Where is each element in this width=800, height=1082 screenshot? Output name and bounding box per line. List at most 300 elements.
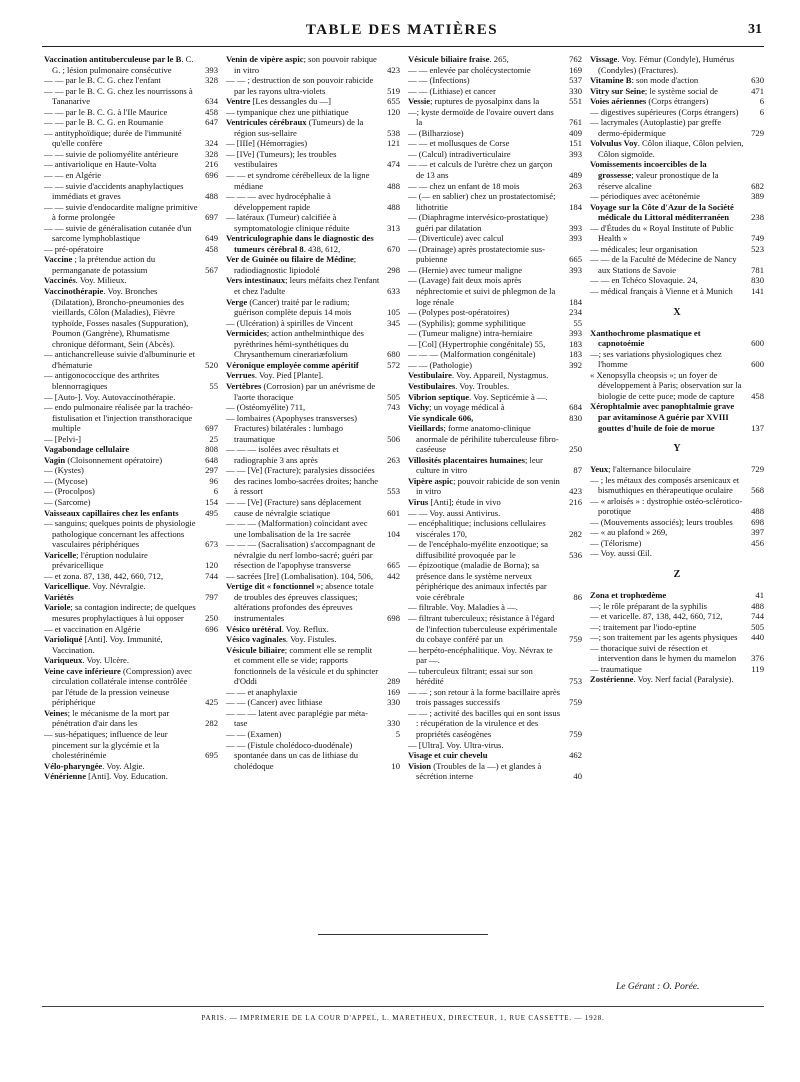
index-entry	[226, 96, 400, 107]
index-entry	[408, 107, 582, 128]
index-entry	[590, 254, 764, 275]
entry-text: — — ; son retour à la forme bacillaire après trois passages successifs	[408, 686, 561, 708]
page-reference: 649	[205, 233, 218, 244]
page-reference: 6	[759, 106, 764, 117]
index-entry	[590, 138, 764, 159]
entry-text	[590, 401, 734, 432]
index-entry	[408, 402, 582, 413]
index-entry	[226, 254, 400, 275]
entry-text: — antigonococcique des arthrites blennorragiques	[44, 370, 160, 391]
entry-text: — endo pulmonaire réalisée par la trachéo-fistulisation et l'injection transthoracique multiple	[44, 402, 193, 434]
entry-headword: Vaccine	[44, 254, 75, 265]
index-entry	[408, 318, 582, 329]
entry-text: Vertèbres (Corrosion) par un anévrisme de l'aorte thoracique	[226, 380, 376, 402]
entry-headword: Vaisseaux capillaires chez les enfants	[44, 507, 179, 518]
entry-text: — (Kystes)	[44, 465, 84, 476]
index-entry	[44, 486, 218, 497]
index-entry	[408, 413, 582, 424]
entry-text: — (Diaphragme intervésico-prostatique) guéri par dilatation	[408, 212, 548, 233]
index-entry	[44, 729, 218, 761]
index-entry	[226, 634, 400, 645]
index-entry	[226, 581, 400, 623]
entry-text: Yeux; l'alternance biloculaire	[590, 464, 691, 475]
index-entry	[408, 370, 582, 381]
index-entry	[44, 666, 218, 708]
entry-text: — (Diverticule) avec calcul	[408, 233, 504, 244]
entry-text: — — [Ve] (Fracture) sans déplacement cause de névralgie sciatique	[226, 496, 362, 518]
page-reference: 458	[205, 106, 218, 117]
page-reference: 6	[213, 486, 218, 497]
entry-text: Vers intestinaux; leurs méfaits chez l'enfant et chez l'adulte	[226, 275, 380, 297]
index-entry	[226, 370, 400, 381]
page-reference: 297	[205, 465, 218, 476]
entry-text: — médical français à Vienne et à Munich	[590, 286, 733, 297]
entry-text: — (Polypes post-opératoires)	[408, 307, 510, 318]
index-entry	[408, 708, 582, 740]
entry-text: — — par le B. C. G. chez l'enfant	[44, 75, 161, 86]
entry-text: — — (Pathologie)	[408, 359, 472, 370]
page-reference: 55	[209, 380, 218, 391]
index-entry	[44, 444, 218, 455]
index-entry	[590, 349, 764, 370]
page-reference: 567	[205, 264, 218, 275]
entry-headword: Vestibulaire	[408, 370, 452, 381]
index-entry	[590, 54, 764, 75]
entry-headword: Vieillards	[408, 423, 444, 434]
entry-text	[590, 328, 701, 349]
entry-text: Veine cave inférieure (Compression) avec circulation collatérale intense contrôlée par l'étude de la pression veineuse périphérique	[44, 665, 192, 708]
entry-text: — traumatique	[590, 663, 642, 674]
index-entry	[590, 96, 764, 107]
page-reference: 423	[569, 486, 582, 497]
index-entry	[44, 455, 218, 466]
page-reference: 506	[387, 433, 400, 444]
entry-headword: Vésicule biliaire fraise	[408, 54, 490, 64]
page-reference: 169	[387, 686, 400, 697]
index-entry	[408, 666, 582, 687]
index-entry	[408, 339, 582, 350]
index-entry	[226, 212, 400, 233]
page-reference: 330	[387, 697, 400, 708]
page-header	[42, 20, 762, 44]
page-reference: 523	[751, 243, 764, 254]
entry-text: — — suivie de poliomyélite antérieure	[44, 148, 179, 159]
entry-headword: Ventriculographie dans le diagnostic des tumeurs cérébral 8	[226, 233, 374, 254]
entry-text: — [Col] (Hypertrophie congénitale) 55,	[408, 338, 546, 349]
entry-headword: Vision	[408, 760, 434, 771]
entry-text: Vaccinothérapie. Voy. Bronches (Dilatation), Broncho-pneumonies des vieillards, Côlon (Maladies), Fièvre typhoïde, Fosses nasales (Suppuration), Poumon (Gangrène), Rhumatisme chronique déformant, Sein (Abcès).	[44, 286, 189, 349]
index-entry	[226, 381, 400, 402]
page-reference: 393	[569, 328, 582, 339]
entry-text: Vitry sur Seine; le système social de	[590, 85, 718, 96]
entry-text: —; kyste dermoïde de l'ovaire ouvert dans la	[408, 106, 554, 128]
page-reference: 393	[205, 64, 218, 75]
page-reference: 697	[205, 423, 218, 434]
index-entry	[226, 275, 400, 296]
page-reference: 762	[569, 54, 582, 64]
page-reference: 392	[569, 359, 582, 370]
entry-headword: Vissage	[590, 54, 618, 64]
index-entry	[44, 392, 218, 403]
entry-text: Vésicule biliaire; comment elle se remplit et comment elle se vide; rapports fonctionnels de la vésicule et du sphincter d'Oddi	[226, 644, 379, 687]
entry-text: — — (Infections)	[408, 75, 470, 86]
entry-text: Villosités placentaires humaines; leur culture in vitro	[408, 454, 543, 476]
index-entry	[226, 117, 400, 138]
entry-headword: Veine cave inférieure	[44, 665, 123, 676]
section-letter: Z	[673, 568, 681, 580]
index-entry	[408, 518, 582, 539]
entry-headword: Varicellique	[44, 581, 89, 592]
page-reference: 753	[569, 676, 582, 687]
index-entry	[226, 233, 400, 254]
entry-text: — de l'encéphalo-myélite enzootique; sa diffusibilité provoquée par le	[408, 539, 548, 560]
entry-text: — latéraux (Tumeur) calcifiée à symptomatologie clinique réduite	[226, 212, 350, 233]
page-number: 31	[748, 22, 762, 37]
entry-headword: Variole	[44, 602, 71, 613]
page-reference: 119	[751, 663, 764, 674]
page-title: TABLE DES MATIÈRES	[305, 22, 499, 38]
entry-headword: Xanthochrome plasmatique et capnotoémie	[590, 327, 701, 349]
index-entry	[590, 328, 764, 349]
entry-text: — (Lavage) fait deux mois après néphrectomie et suivi de phlegmon de la loge rénale	[408, 275, 556, 307]
entry-headword: Vermicides	[226, 328, 267, 339]
entry-text: Verrues. Voy. Pied [Plante].	[226, 370, 324, 381]
page-reference: 684	[569, 402, 582, 413]
page-reference: 458	[751, 390, 764, 401]
entry-text: — (Procolpos)	[44, 486, 95, 497]
entry-text: Vision (Troubles de la —) et glandes à sécrétion interne	[408, 760, 542, 782]
entry-text: Vermicides; action anthelminthique des pyrèthrines hémi-synthétiques du Chrysanthemum cinerariæfolium	[226, 328, 364, 360]
entry-text: Vomissements incoercibles de la grossesse; valeur pronostique de la réserve alcaline	[590, 159, 719, 191]
page-reference: 505	[387, 391, 400, 402]
entry-text: — digestives supérieures (Corps étrangers)	[590, 106, 739, 117]
entry-text: — Voy. aussi Œil.	[590, 548, 652, 559]
entry-text: — (Bilharziose)	[408, 127, 464, 138]
index-entry	[408, 54, 582, 65]
page-reference: 41	[755, 589, 764, 600]
page-reference: 495	[205, 507, 218, 518]
entry-text: — ; les métaux des composés arsenicaux et bismuthiques en thérapeutique oculaire	[590, 474, 740, 496]
index-entry	[590, 643, 764, 664]
entry-text: Variole; sa contagion indirecte; de quelques mesures prophylactiques à lui opposer	[44, 602, 196, 623]
manager-signature: Le Gérant : O. Porée.	[616, 982, 700, 992]
index-entry	[44, 465, 218, 476]
page-reference: 184	[569, 296, 582, 307]
page-reference: 389	[751, 191, 764, 202]
index-entry	[44, 275, 218, 286]
index-entry	[226, 697, 400, 708]
page-reference: 698	[751, 516, 764, 527]
entry-headword: Vessie	[408, 96, 431, 107]
entry-text: — « au plafond » 269,	[590, 527, 668, 538]
entry-text: Vissage. Voy. Fémur (Condyle), Humérus (Condyles) (Fractures).	[590, 54, 735, 75]
index-entry	[590, 202, 764, 223]
page-reference: 216	[205, 159, 218, 170]
entry-text: — (— en sablier) chez un prostatectomisé; lithotritie	[408, 191, 556, 212]
entry-text: — pré-opératoire	[44, 243, 104, 254]
page-reference: 696	[205, 170, 218, 181]
index-entry	[44, 550, 218, 571]
page-reference: 488	[387, 180, 400, 191]
index-entry	[226, 75, 400, 96]
page-reference: 744	[205, 570, 218, 581]
page-reference: 423	[387, 64, 400, 75]
index-entry	[590, 475, 764, 496]
page-reference: 137	[751, 422, 764, 433]
page-reference: 183	[569, 338, 582, 349]
page-reference: 471	[751, 85, 764, 96]
entry-text: — — (Lithiase) et cancer	[408, 85, 496, 96]
page-reference: 462	[569, 750, 582, 761]
page-reference: 263	[387, 454, 400, 465]
index-entry	[44, 128, 218, 149]
page-reference: 695	[205, 750, 218, 761]
section-letter: X	[673, 306, 681, 318]
entry-text: — (Mouvements associés); leurs troubles	[590, 516, 733, 527]
entry-text: — [IVe] (Tumeurs); les troubles vestibulaires	[226, 148, 337, 170]
index-entry	[44, 54, 218, 75]
entry-headword: Voies aériennes	[590, 96, 649, 107]
page-reference: 537	[569, 75, 582, 86]
index-entry	[590, 632, 764, 643]
index-entry	[590, 496, 764, 517]
entry-headword: Vélo-pharyngée	[44, 760, 103, 771]
entry-text: — périodiques avec acétonémie	[590, 191, 700, 202]
entry-text: — — chez un enfant de 18 mois	[408, 180, 520, 191]
entry-headword: Vertige dit « fonctionnel »	[226, 581, 321, 592]
page-reference: 250	[569, 444, 582, 455]
index-column-2	[226, 54, 400, 854]
page-reference: 393	[569, 148, 582, 159]
index-entry	[408, 191, 582, 212]
index-entry	[408, 455, 582, 476]
entry-text: — (Télorisme)	[590, 537, 642, 548]
index-entry	[408, 508, 582, 519]
page-reference: 489	[569, 170, 582, 181]
page-reference: 648	[205, 454, 218, 465]
index-entry	[226, 170, 400, 191]
page-reference: 458	[205, 243, 218, 254]
index-entry	[44, 223, 218, 244]
entry-headword: Verrues	[226, 370, 255, 381]
index-entry	[408, 392, 582, 403]
page-reference: 682	[751, 180, 764, 191]
page-reference: 536	[569, 549, 582, 560]
index-entry	[408, 687, 582, 708]
page-reference: 154	[205, 496, 218, 507]
index-entry	[590, 548, 764, 559]
index-entry	[226, 328, 400, 360]
entry-text: Ventriculographie dans le diagnostic des tumeurs cérébral 8. 438, 612,	[226, 233, 374, 254]
entry-headword: Vestibulaires	[408, 380, 456, 391]
index-entry	[408, 181, 582, 192]
index-entry	[408, 497, 582, 508]
index-entry	[44, 244, 218, 255]
index-entry	[590, 590, 764, 601]
page-reference: 87	[573, 465, 582, 476]
entry-text: Vaccinés. Voy. Milieux.	[44, 275, 127, 286]
entry-text: Varioliqué [Anti]. Voy. Immunité, Vaccination.	[44, 634, 163, 655]
entry-text: — — ; destruction de son pouvoir rabicide par les rayons ultra-violets	[226, 75, 374, 96]
entry-text: — (Sarcome)	[44, 496, 91, 507]
page-reference: 797	[205, 591, 218, 602]
index-entry	[590, 275, 764, 286]
entry-headword: Vibrion septique	[408, 391, 470, 402]
entry-text: Verge (Cancer) traité par le radium; guérison complète depuis 14 mois	[226, 296, 352, 318]
page-reference: 634	[205, 96, 218, 107]
index-entry	[44, 761, 218, 772]
entry-text: Volvulus Voy. Côlon iliaque, Côlon pelvien, Côlon sigmoïde.	[590, 138, 744, 159]
index-entry	[408, 65, 582, 76]
index-column-4	[590, 54, 764, 854]
entry-headword: Yeux	[590, 464, 609, 475]
entry-headword: Vaccinés	[44, 275, 76, 286]
entry-headword: Zona et trophœdème	[590, 589, 667, 600]
index-entry	[44, 518, 218, 550]
entry-text: Voies aériennes (Corps étrangers)	[590, 96, 709, 107]
entry-text: — filtrable. Voy. Maladies à —.	[408, 602, 518, 613]
entry-text: — tuberculeux filtrant; essai sur son hérédité	[408, 665, 533, 687]
entry-headword: Vésicule biliaire	[226, 644, 285, 655]
entry-text: — tympanique chez une pithiatique	[226, 106, 349, 117]
index-entry	[44, 771, 218, 782]
entry-headword: Xérophtalmie avec panophtalmie grave par avitaminose A guérie par XVIII gouttes d'huile de foie de morue	[590, 401, 735, 433]
page-reference: 551	[569, 96, 582, 107]
entry-text: — — — (Malformation) coïncidant avec une lombalisation de la 1re sacrée	[226, 518, 368, 539]
page-reference: 553	[387, 486, 400, 497]
index-entry	[408, 265, 582, 276]
entry-text: —; le rôle préparant de la syphilis	[590, 600, 707, 611]
entry-text: — — par le B. C. G. chez les nourrissons à Tananarive	[44, 85, 193, 107]
index-column-1	[44, 54, 218, 854]
page-reference: 282	[569, 528, 582, 539]
index-entry	[226, 645, 400, 687]
entry-text: Venin de vipère aspic; son pouvoir rabique in vitro	[226, 54, 377, 75]
entry-text: — — en Tchéco Slovaquie. 24,	[590, 275, 698, 286]
page-reference: 105	[387, 307, 400, 318]
entry-text: — — suivie d'endocardite maligne primitive à forme prolongée	[44, 201, 198, 223]
entry-text: — — [Ve] (Fracture); paralysies dissociées des racines lombo-sacrées droites; hanche à ressort	[226, 465, 379, 497]
printer-imprint: PARIS. — IMPRIMERIE DE LA COUR D'APPEL, L. MARETHEUX, DIRECTEUR, 1, RUE CASSETTE. — 1928.	[201, 1014, 605, 1022]
page-reference: 121	[387, 138, 400, 149]
index-entry	[226, 571, 400, 582]
entry-text: — — (Fistule cholédoco-duodénale) spontanée dans un cas de lithiase du cholédoque	[226, 739, 359, 771]
page-reference: 234	[569, 307, 582, 318]
page-reference: 633	[387, 286, 400, 297]
entry-text: — « arloisés » : dystrophie ostéo-sclérotico-porotique	[590, 495, 743, 517]
page-reference: 729	[751, 127, 764, 138]
page-reference: 647	[205, 117, 218, 128]
entry-text	[44, 444, 129, 454]
page-reference: 759	[569, 634, 582, 645]
index-entry	[44, 170, 218, 181]
page-reference: 759	[569, 697, 582, 708]
index-entry	[590, 223, 764, 244]
page-reference: 120	[205, 560, 218, 571]
entry-text: — — (Cancer) avec lithiase	[226, 697, 323, 708]
entry-text: — thoracique suivi de résection et intervention dans le hymen du mamelon	[590, 642, 737, 664]
index-entry	[44, 434, 218, 445]
page-reference: 761	[569, 117, 582, 128]
entry-text: — — et calculs de l'urètre chez un garçon de 13 ans	[408, 159, 553, 181]
index-entry	[408, 244, 582, 265]
page-reference: 250	[205, 612, 218, 623]
entry-text: — antivariolique en Haute-Volta	[44, 159, 157, 170]
entry-text: Vitamine B: son mode d'action	[590, 75, 699, 86]
page-reference: 216	[569, 496, 582, 507]
page-reference: 600	[751, 338, 764, 349]
page-reference: 759	[569, 729, 582, 739]
index-entry	[408, 233, 582, 244]
entry-text: Ver de Guinée ou filaire de Médine; radiodiagnostic lipiodolé	[226, 254, 357, 275]
entry-text: — lombaires (Apophyses transverses) Fractures) bilatérales : lumbago traumatique	[226, 412, 358, 444]
index-entry	[44, 86, 218, 107]
entry-text: Vésico urétéral. Voy. Reflux.	[226, 623, 329, 634]
entry-text: Vaccine ; la prétendue action du permanganate de potassium	[44, 254, 156, 275]
entry-text: —; ses variations physiologiques chez l'homme	[590, 348, 722, 370]
index-entry	[226, 729, 400, 740]
entry-text: — — par le B. C. G. en Roumanie	[44, 117, 164, 128]
page-reference: 40	[573, 771, 582, 782]
entry-text: Ventre [Les dessangles du —]	[226, 96, 332, 107]
index-entry	[44, 117, 218, 128]
page-reference: 749	[751, 233, 764, 244]
index-entry	[590, 664, 764, 675]
index-entry	[408, 381, 582, 392]
entry-headword: Vitamine B	[590, 75, 632, 86]
entry-headword: Vertèbres	[226, 380, 264, 391]
page-reference: 120	[387, 106, 400, 117]
entry-text	[590, 202, 734, 223]
entry-text	[408, 750, 487, 760]
page-reference: 328	[205, 148, 218, 159]
index-entry	[408, 275, 582, 307]
index-entry	[44, 592, 218, 603]
entry-headword: Vagabondage cellulaire	[44, 444, 130, 455]
entry-headword: Vipère aspic	[408, 475, 454, 486]
entry-headword: Voyage sur la Côte d'Azur de la Société médicale du Littoral méditerranéen	[590, 201, 734, 223]
entry-text: Variqueux. Voy. Ulcère.	[44, 655, 129, 666]
page-reference: 670	[387, 243, 400, 254]
entry-text: — sacrées [Ire] (Lombalisation). 104, 506,	[226, 570, 374, 581]
entry-text: — (Hernie) avec tumeur maligne	[408, 264, 523, 275]
entry-text: — — Voy. aussi Antivirus.	[408, 507, 501, 518]
index-entry	[226, 318, 400, 329]
entry-text: — sanguins; quelques points de physiologie pathologique concernant les affections vasculaires périphériques	[44, 518, 196, 550]
page-reference: 474	[387, 159, 400, 170]
entry-headword: Vaccination antituberculeuse par le B	[44, 54, 182, 64]
index-entry	[408, 75, 582, 86]
page-reference: 665	[569, 254, 582, 265]
entry-headword: Vénérienne	[44, 771, 89, 782]
entry-headword: Veines	[44, 707, 68, 718]
index-entry	[226, 54, 400, 75]
index-entry	[44, 634, 218, 655]
entry-text: — et vaccination en Algérie	[44, 623, 141, 634]
page-reference: 328	[205, 75, 218, 86]
entry-text	[226, 360, 359, 370]
page-reference: 440	[751, 632, 764, 643]
page-reference: 5	[395, 729, 400, 739]
entry-text: — (Calcul) intradiverticulaire	[408, 148, 511, 159]
entry-headword: Ventricules cérébraux	[226, 117, 309, 128]
page-reference: 572	[387, 359, 400, 370]
entry-text: Vertige dit « fonctionnel »; absence totale de troubles des épreuves classiques; altérations profondes des épreuves instrumentales	[226, 581, 374, 623]
index-entry	[44, 571, 218, 582]
page-reference: 25	[209, 433, 218, 444]
page-reference: 289	[387, 676, 400, 687]
index-entry	[226, 360, 400, 371]
